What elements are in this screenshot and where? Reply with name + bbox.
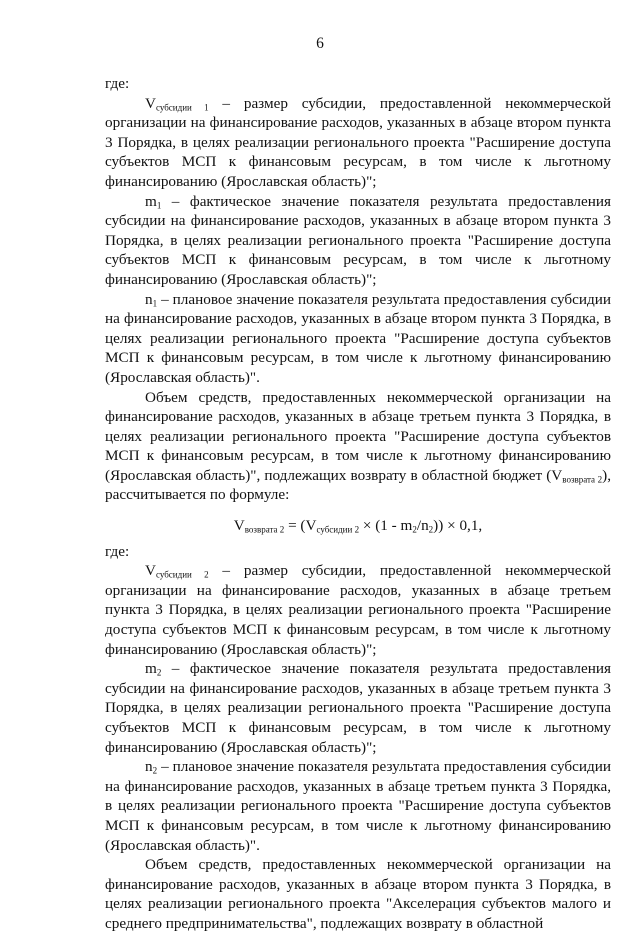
paragraph-text: ), рассчитывается по формуле: bbox=[105, 466, 611, 504]
formula-subscript: 2 bbox=[412, 524, 417, 535]
paragraph-text: – размер субсидии, предоставленной некоммерческой организации на финансирование расходов, указанных в абзаце втором пункта 3 Порядка, в целях реализации регионального проекта "Расширение доступа субъектов МСП к финансовым ресурсам, в том числе к льготному финансированию (Ярославская область)"; bbox=[105, 94, 611, 190]
variable-symbol: n bbox=[145, 758, 153, 776]
page-number: 6 bbox=[316, 35, 324, 52]
formula-text: = (V bbox=[284, 517, 317, 535]
variable-definition bbox=[105, 561, 611, 659]
variable-symbol: n bbox=[145, 290, 153, 308]
document-body bbox=[105, 74, 611, 934]
variable-subscript: 2 bbox=[152, 765, 158, 776]
variable-definition bbox=[105, 659, 611, 757]
formula-text: )) × 0,1, bbox=[433, 517, 483, 535]
variable-definition bbox=[105, 757, 611, 855]
paragraph bbox=[105, 855, 611, 933]
where-label: где: bbox=[105, 75, 130, 92]
variable-subscript: 1 bbox=[156, 200, 162, 211]
variable-subscript: 2 bbox=[156, 667, 162, 678]
variable-symbol: V bbox=[145, 94, 156, 112]
formula-text: /n bbox=[416, 517, 429, 535]
paragraph-text: – размер субсидии, предоставленной некоммерческой организации на финансирование расходов, указанных в абзаце третьем пункта 3 Порядка, в целях реализации регионального проекта "Расширение доступа субъектов МСП к финансовым ресурсам, в том числе к льготному финансированию (Ярославская область)"; bbox=[105, 562, 611, 658]
paragraph-text: – фактическое значение показателя результата предоставления субсидии на финансирование расходов, указанных в абзаце втором пункта 3 Порядка, в целях реализации регионального проекта "Расширение доступа субъектов МСП к финансовым ресурсам, в том числе к льготному финансированию (Ярославская область)"; bbox=[105, 192, 611, 288]
formula bbox=[105, 516, 611, 536]
variable-definition bbox=[105, 94, 611, 192]
variable-subscript: субсидии 2 bbox=[155, 569, 209, 580]
where-label: где: bbox=[105, 542, 130, 560]
variable-subscript: субсидии 1 bbox=[155, 102, 209, 113]
variable-symbol: V bbox=[551, 466, 563, 484]
variable-symbol: m bbox=[145, 192, 157, 210]
paragraph-text: – плановое значение показателя результата предоставления субсидии на финансирование расходов, указанных в абзаце третьем пункта 3 Порядка, в целях реализации регионального проекта "Расширение доступа субъектов МСП к финансовым ресурсам, в том числе к льготному финансированию (Ярославская область)". bbox=[105, 758, 611, 854]
variable-definition bbox=[105, 290, 611, 388]
variable-definition bbox=[105, 192, 611, 290]
variable-symbol: V bbox=[145, 562, 156, 580]
paragraph bbox=[105, 388, 611, 506]
paragraph-text: – фактическое значение показателя результата предоставления субсидии на финансирование расходов, указанных в абзаце третьем пункта 3 Порядка, в целях реализации регионального проекта "Расширение доступа субъектов МСП к финансовым ресурсам, в том числе к льготному финансированию (Ярославская область)"; bbox=[105, 660, 611, 756]
paragraph-text: Объем средств, предоставленных некоммерческой организации на финансирование расходов, указанных в абзаце третьем пункта 3 Порядка, в целях реализации регионального проекта "Расширение доступа субъектов МСП к финансовым ресурсам, в том числе к льготному финансированию (Ярославская область)", подлежащих возврату в областной бюджет ( bbox=[105, 388, 611, 484]
variable-subscript: возврата 2 bbox=[562, 474, 603, 485]
formula-text: × (1 - m bbox=[359, 517, 413, 535]
variable-subscript: 1 bbox=[152, 298, 158, 309]
variable-symbol: m bbox=[145, 660, 157, 678]
paragraph-text: – плановое значение показателя результата предоставления субсидии на финансирование расходов, указанных в абзаце втором пункта 3 Порядка, в целях реализации регионального проекта "Расширение доступа субъектов МСП к финансовым ресурсам, в том числе к льготному финансированию (Ярославская область)". bbox=[105, 290, 611, 386]
formula-subscript: субсидии 2 bbox=[316, 524, 360, 535]
formula-text: V bbox=[233, 517, 245, 535]
formula-subscript: возврата 2 bbox=[244, 524, 285, 535]
formula-subscript: 2 bbox=[428, 524, 434, 535]
paragraph-text: Объем средств, предоставленных некоммерческой организации на финансирование расходов, указанных в абзаце втором пункта 3 Порядка, в целях реализации регионального проекта "Акселерация субъектов малого и среднего предпринимательства", подлежащих возврату в областной bbox=[105, 856, 611, 932]
